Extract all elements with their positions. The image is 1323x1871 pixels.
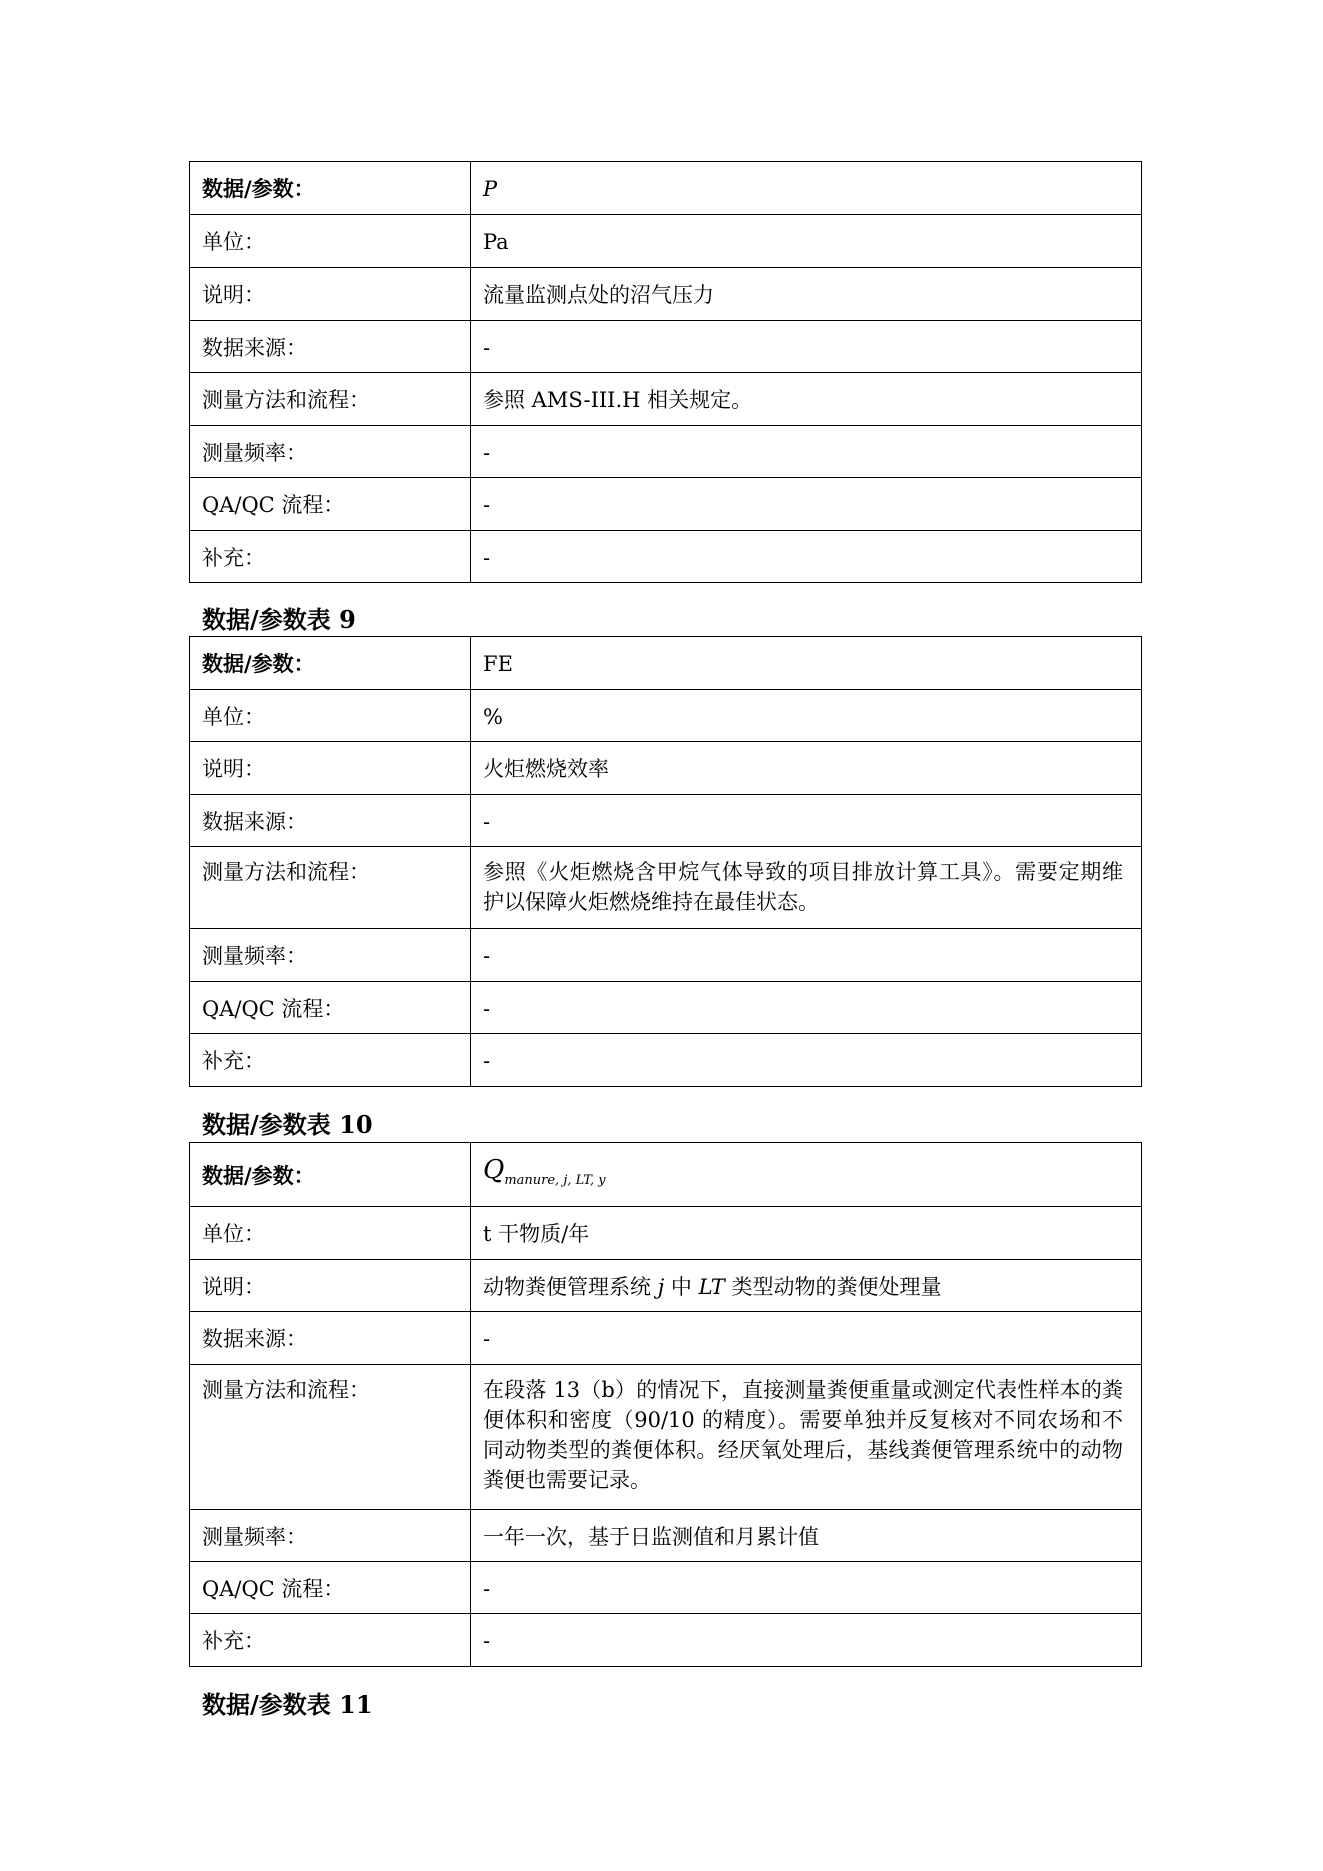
table-row: [190, 1510, 1142, 1562]
table-caption: 数据/参数表 9: [202, 605, 356, 634]
row-label: 补充：: [190, 531, 471, 583]
row-label: 数据来源：: [190, 1312, 471, 1365]
table-row: [190, 321, 1142, 373]
table-row: [190, 162, 1142, 215]
table-row: [190, 478, 1142, 531]
row-value: 参照《火炬燃烧含甲烷气体导致的项目排放计算工具》。需要定期维护以保障火炬燃烧维持在最佳状态。: [471, 847, 1142, 929]
row-value: -: [471, 426, 1142, 478]
table-row: [190, 1260, 1142, 1312]
table-row: [190, 1365, 1142, 1510]
table-row: [190, 1562, 1142, 1614]
value-part: 中: [664, 1274, 699, 1299]
row-label: 说明：: [190, 742, 471, 795]
math-symbol-q: [483, 1155, 606, 1188]
row-value: -: [471, 321, 1142, 373]
math-main: Q: [483, 1155, 505, 1185]
row-value: 在段落 13（b）的情况下，直接测量粪便重量或测定代表性样本的粪便体积和密度（90/10 的精度）。需要单独并反复核对不同农场和不同动物类型的粪便体积。经厌氧处理后，基线粪便管理系统中的动物粪便也需要记录。: [471, 1365, 1142, 1510]
row-label: 单位：: [190, 215, 471, 268]
table-caption: 数据/参数表 10: [202, 1110, 373, 1139]
row-label: 数据/参数：: [190, 637, 471, 690]
table-row: [190, 215, 1142, 268]
row-label: 单位：: [190, 1207, 471, 1260]
value-part: 动物粪便管理系统: [483, 1274, 658, 1299]
row-value: FE: [471, 637, 1142, 690]
row-label: 测量频率：: [190, 426, 471, 478]
table-row: [190, 982, 1142, 1034]
row-value: %: [471, 690, 1142, 742]
row-value: -: [471, 1312, 1142, 1365]
table-row: [190, 1143, 1142, 1207]
table-row: [190, 1312, 1142, 1365]
table-row: [190, 268, 1142, 321]
row-value: P: [471, 162, 1142, 215]
table-row: [190, 847, 1142, 929]
row-label: 数据/参数：: [190, 1143, 471, 1207]
value-var-j: j: [657, 1274, 665, 1299]
table-row: [190, 929, 1142, 982]
row-label: 测量方法和流程：: [190, 847, 471, 929]
table-row: [190, 690, 1142, 742]
row-value: 火炬燃烧效率: [471, 742, 1142, 795]
row-value: -: [471, 531, 1142, 583]
row-value: 流量监测点处的沼气压力: [471, 268, 1142, 321]
table-row: [190, 531, 1142, 583]
table-row: [190, 1614, 1142, 1667]
row-label: 补充：: [190, 1614, 471, 1667]
row-value: -: [471, 982, 1142, 1034]
row-label: 单位：: [190, 690, 471, 742]
param-table-10: [189, 1142, 1142, 1667]
param-table-p: [189, 161, 1142, 583]
value-part: 类型动物的粪便处理量: [724, 1274, 942, 1299]
row-label: QA/QC 流程：: [190, 478, 471, 531]
row-label: 补充：: [190, 1034, 471, 1087]
row-label: 数据来源：: [190, 321, 471, 373]
row-label: 测量频率：: [190, 929, 471, 982]
row-label: QA/QC 流程：: [190, 1562, 471, 1614]
value-var-lt: LT: [698, 1274, 725, 1299]
row-value: -: [471, 1614, 1142, 1667]
table-caption: 数据/参数表 11: [202, 1690, 373, 1719]
row-label: 说明：: [190, 268, 471, 321]
row-value: 参照 AMS-III.H 相关规定。: [471, 373, 1142, 426]
table-row: [190, 373, 1142, 426]
row-label: 测量方法和流程：: [190, 1365, 471, 1510]
row-value: [471, 1260, 1142, 1312]
row-value: -: [471, 1562, 1142, 1614]
row-value: t 干物质/年: [471, 1207, 1142, 1260]
table-row: [190, 1034, 1142, 1087]
param-table-9: [189, 636, 1142, 1087]
table-row: [190, 795, 1142, 847]
row-value: -: [471, 1034, 1142, 1087]
row-label: QA/QC 流程：: [190, 982, 471, 1034]
row-label: 说明：: [190, 1260, 471, 1312]
table-row: [190, 1207, 1142, 1260]
row-value: -: [471, 795, 1142, 847]
row-value: -: [471, 478, 1142, 531]
table-row: [190, 742, 1142, 795]
table-row: [190, 637, 1142, 690]
row-label: 测量方法和流程：: [190, 373, 471, 426]
row-label: 测量频率：: [190, 1510, 471, 1562]
table-row: [190, 426, 1142, 478]
row-value: -: [471, 929, 1142, 982]
row-value: [471, 1143, 1142, 1207]
row-value: Pa: [471, 215, 1142, 268]
row-label: 数据/参数：: [190, 162, 471, 215]
math-subscript: manure, j, LT, y: [504, 1173, 606, 1188]
row-label: 数据来源：: [190, 795, 471, 847]
row-value: 一年一次，基于日监测值和月累计值: [471, 1510, 1142, 1562]
